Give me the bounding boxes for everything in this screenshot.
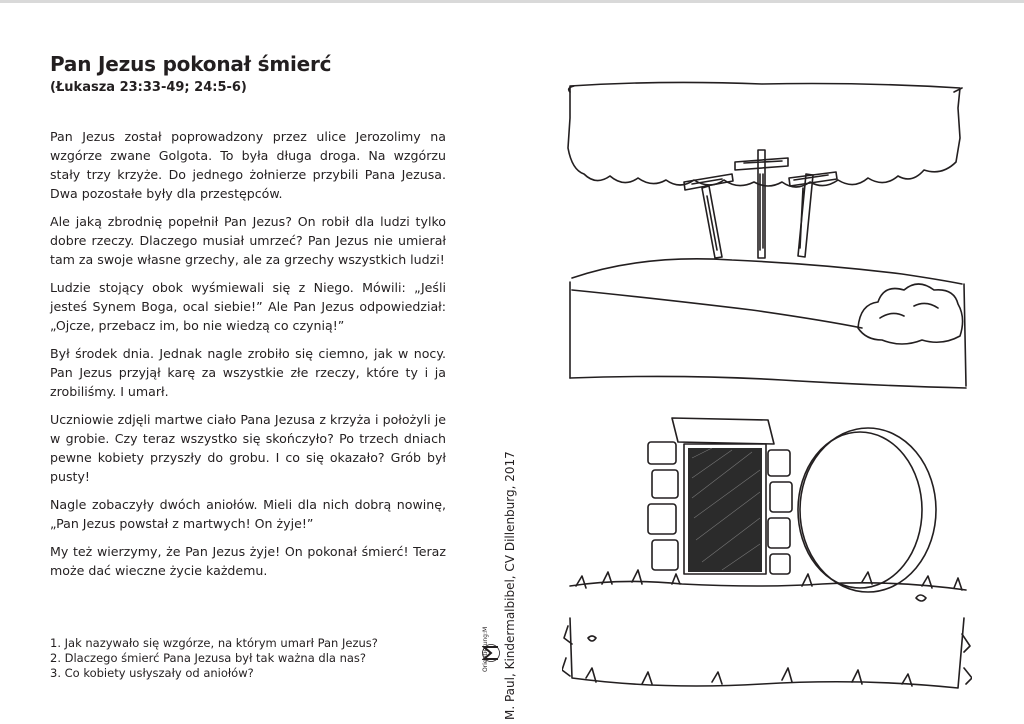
story-paragraph: Uczniowie zdjęli martwe ciało Pana Jezusa z krzyża i położyli je w grobie. Czy teraz wszystko się skończyło? Po trzech dniach pewne kobiety przyszły do grobu. I co się okazało? Grób był pusty! bbox=[50, 412, 446, 484]
orientierung-m-logo-icon bbox=[482, 642, 500, 664]
question-item: 3. Co kobiety usłyszały od aniołów? bbox=[50, 666, 254, 680]
story-paragraph: Ale jaką zbrodnię popełnił Pan Jezus? On robił dla ludzi tylko dobre rzeczy. Dlaczego musiał umrzeć? Pan Jezus nie umierał tam za swoje własne grzechy, ale za grzechy wszystkich ludzi! bbox=[50, 214, 446, 267]
question-item: 1. Jak nazywało się wzgórze, na którym umarł Pan Jezus? bbox=[50, 636, 378, 650]
illustration-credit: M. Paul, Kindermalbibel, CV Dillenburg, 2017 bbox=[503, 451, 517, 720]
question-item: 2. Dlaczego śmierć Pana Jezusa był tak ważna dla nas? bbox=[50, 651, 367, 665]
story-paragraph: Nagle zobaczyły dwóch aniołów. Mieli dla nich dobrą nowinę, „Pan Jezus powstał z martwych! On żyje!” bbox=[50, 497, 446, 531]
story-paragraph: Był środek dnia. Jednak nagle zrobiło się ciemno, jak w nocy. Pan Jezus przyjął karę za wszystkie złe rzeczy, które ty i ja zrobiliśmy. I umarł. bbox=[50, 346, 446, 399]
coloring-page-crosses-and-empty-tomb-icon bbox=[562, 78, 972, 698]
story-text bbox=[50, 127, 446, 589]
bible-reference: (Łukasza 23:33-49; 24:5-6) bbox=[50, 80, 247, 95]
story-paragraph: My też wierzymy, że Pan Jezus żyje! On pokonał śmierć! Teraz może dać wieczne życie każdemu. bbox=[50, 544, 446, 578]
logo-caption: Orientierung:M bbox=[482, 626, 489, 672]
story-paragraph: Ludzie stojący obok wyśmiewali się z Niego. Mówili: „Jeśli jesteś Synem Boga, ocal siebie!” Ale Pan Jezus odpowiedział: „Ojcze, przebacz im, bo nie wiedzą co czynią!” bbox=[50, 280, 446, 333]
page-edge bbox=[0, 0, 1024, 3]
page-title: Pan Jezus pokonał śmierć bbox=[50, 52, 332, 76]
story-paragraph: Pan Jezus został poprowadzony przez ulice Jerozolimy na wzgórze zwane Golgota. To była długa droga. Na wzgórzu stały trzy krzyże. Do jednego żołnierze przybili Pana Jezusa. Dwa pozostałe były dla przestępców. bbox=[50, 129, 446, 201]
questions-list bbox=[50, 636, 378, 681]
